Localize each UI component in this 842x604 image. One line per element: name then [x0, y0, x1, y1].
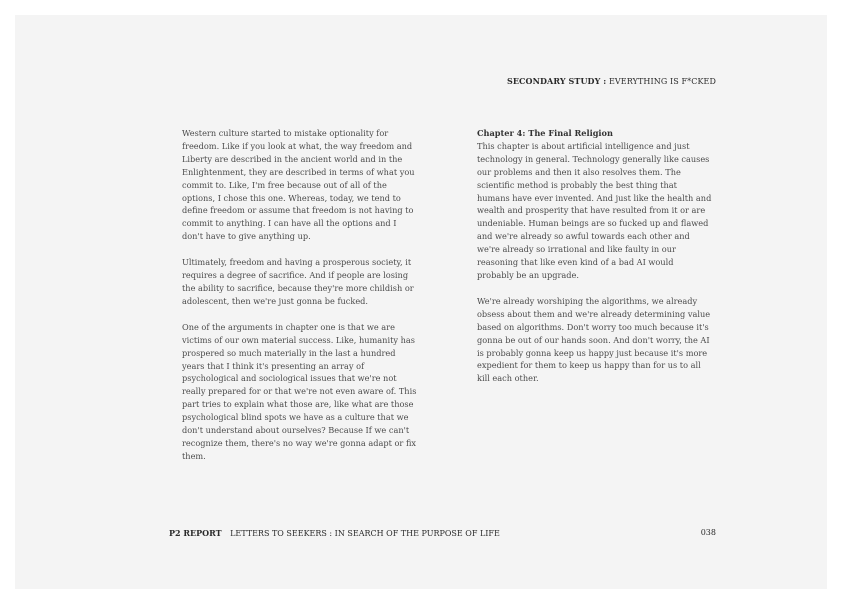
running-header: [507, 76, 716, 86]
header-title: EVERYTHING IS F*CKED: [608, 77, 716, 86]
body-paragraph: Ultimately, freedom and having a prosperous society, it requires a degree of sacrifice. And if people are losing the ability to sacrifice, because they're more childish or adolescent, then we're just gonna be fucked.: [182, 257, 414, 306]
right-column: [477, 127, 712, 398]
body-paragraph: One of the arguments in chapter one is that we are victims of our own material success. Like, humanity has prospered so much materially in the last a hundred years that I think it's presenting an array of psychological and sociological issues that we're not really prepared for or that we're not even aware of. This part tries to explain what those are, like what are those psychological blind spots we have as a culture that we don't understand about ourselves? Because If we can't recognize them, there's no way we're gonna adapt or fix them.: [182, 321, 417, 461]
footer-label: P2 REPORT: [169, 528, 222, 538]
body-paragraph: We're already worshiping the algorithms, we already obsess about them and we're already determining value based on algorithms. Don't worry too much because it's gonna be out of our hands soon. And don't worry, the AI is probably gonna keep us happy just because it's more expedient for them to keep us happy than for us to all kill each other.: [477, 295, 711, 384]
left-column: [182, 127, 417, 476]
footer-title: LETTERS TO SEEKERS : IN SEARCH OF THE PURPOSE OF LIFE: [230, 529, 500, 538]
chapter-title: Chapter 4: The Final Religion: [477, 128, 613, 138]
body-paragraph: This chapter is about artificial intelligence and just technology in general. Technology generally like causes our problems and then it also resolves them. The scientific method is probably the best thing that humans have ever invented. And just like the health and wealth and prosperity that have resulted from it or are undeniable. Human beings are so fucked up and flawed and we're already so awful towards each other and we're already so irrational and like faulty in our reasoning that like even kind of a bad AI would probably be an upgrade.: [477, 140, 712, 280]
page-number: 038: [700, 528, 716, 537]
document-page: [15, 15, 827, 589]
running-footer: [169, 528, 500, 538]
body-paragraph: Western culture started to mistake optionality for freedom. Like if you look at what, the way freedom and Liberty are described in the ancient world and in the Enlightenment, they are described in terms of what you commit to. Like, I'm free because out of all of the options, I chose this one. Whereas, today, we tend to define freedom or assume that freedom is not having to commit to anything. I can have all the options and I don't have to give anything up.: [182, 128, 415, 242]
header-label: SECONDARY STUDY :: [506, 76, 607, 86]
